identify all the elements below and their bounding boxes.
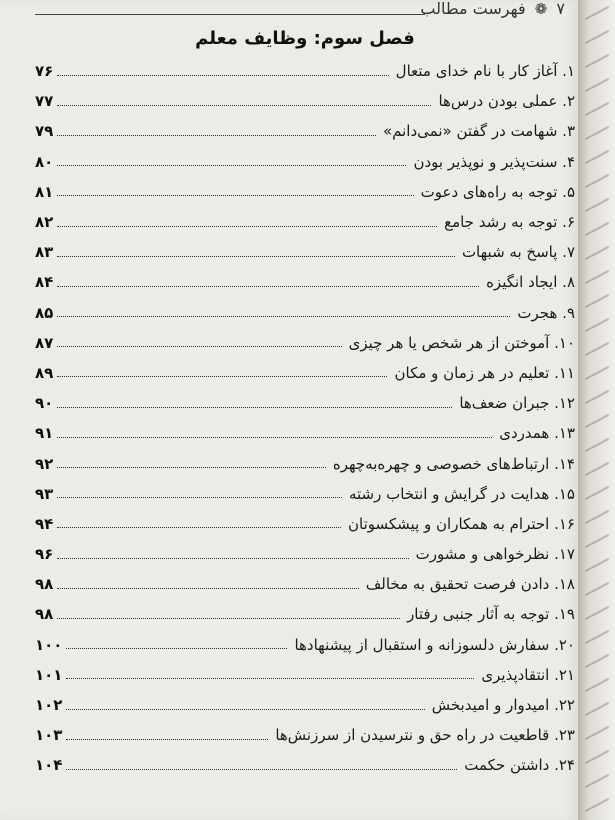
toc-entry <box>35 147 575 177</box>
page-edge-mark <box>585 654 609 668</box>
toc-entry-title: ۵. توجه به راه‌های دعوت <box>420 182 575 201</box>
page-edge-mark <box>585 390 609 404</box>
toc-entry-page: ۹۴ <box>35 514 54 533</box>
toc-entry <box>35 328 575 358</box>
toc-entry-title: ۲. عملی بودن درس‌ها <box>438 92 575 111</box>
page-edge-mark <box>585 438 609 452</box>
page-edge-mark <box>585 702 609 716</box>
dot-leader <box>57 618 400 619</box>
toc-entry <box>35 207 575 237</box>
toc-entry <box>35 690 575 720</box>
toc-entry-page: ۸۷ <box>35 333 54 352</box>
toc-entry-page: ۱۰۲ <box>35 696 63 715</box>
dot-leader <box>57 497 342 498</box>
toc-entry-title: ۱۸. دادن فرصت تحقیق به مخالف <box>365 575 575 594</box>
toc-entry-title: ۱۱. تعلیم در هر زمان و مکان <box>394 363 575 382</box>
dot-leader <box>57 588 358 589</box>
toc-entry-page: ۹۶ <box>35 545 54 564</box>
toc-entry <box>35 388 575 418</box>
dot-leader <box>57 226 437 227</box>
toc-entry-title: ۱۴. ارتباط‌های خصوصی و چهره‌به‌چهره <box>332 454 575 473</box>
page-edge-mark <box>585 318 609 332</box>
toc-entry <box>35 569 575 599</box>
toc-entry-page: ۷۷ <box>35 92 54 111</box>
toc-entry-title: ۴. سنت‌پذیر و نوپذیر بودن <box>413 152 575 171</box>
toc-entry-title: ۱۰. آموختن از هر شخص یا هر چیزی <box>348 333 575 352</box>
page-edge-mark <box>585 126 609 140</box>
page-edge-mark <box>585 78 609 92</box>
toc-entry-page: ۷۶ <box>35 62 54 81</box>
page-edge-mark <box>585 30 609 44</box>
dot-leader <box>57 437 492 438</box>
page-edge <box>578 0 615 820</box>
toc-entry-page: ۹۰ <box>35 394 54 413</box>
toc-entry-page: ۸۹ <box>35 363 54 382</box>
toc-entry <box>35 116 575 146</box>
header-rule <box>35 14 425 15</box>
page-edge-mark <box>585 606 609 620</box>
page-edge-mark <box>585 630 609 644</box>
header-page-number: ۷ <box>556 0 565 18</box>
toc-entry-title: ۳. شهامت در گفتن «نمی‌دانم» <box>382 122 575 141</box>
header-title: فهرست مطالب <box>420 0 526 18</box>
toc-list <box>35 56 575 781</box>
toc-entry-title: ۱۳. همدردی <box>499 424 575 443</box>
dot-leader <box>57 105 431 106</box>
dot-leader <box>66 769 457 770</box>
toc-entry-title: ۱۶. احترام به همکاران و پیشکسوتان <box>347 514 575 533</box>
page-edge-mark <box>585 726 609 740</box>
toc-entry-page: ۹۸ <box>35 575 54 594</box>
toc-entry-title: ۲۴. داشتن حکمت <box>464 756 575 775</box>
dot-leader <box>57 407 452 408</box>
toc-entry-title: ۱۹. توجه به آثار جنبی رفتار <box>407 605 575 624</box>
header-text <box>420 0 565 18</box>
toc-entry-title: ۲۳. قاطعیت در راه حق و نترسیدن از سرزنش‌ها <box>275 726 575 745</box>
page-edge-mark <box>585 510 609 524</box>
dot-leader <box>57 316 510 317</box>
page-edge-mark <box>585 294 609 308</box>
page-edge-mark <box>585 582 609 596</box>
toc-entry-page: ۹۸ <box>35 605 54 624</box>
toc-entry-title: ۱۵. هدایت در گرایش و انتخاب رشته <box>348 484 575 503</box>
flower-ornament-icon: ❁ <box>534 0 548 18</box>
running-header <box>35 0 575 26</box>
toc-entry <box>35 479 575 509</box>
page-edge-mark <box>585 414 609 428</box>
toc-entry <box>35 539 575 569</box>
dot-leader <box>66 709 424 710</box>
toc-entry-title: ۱. آغاز کار با نام خدای متعال <box>395 62 575 81</box>
toc-entry-title: ۸. ایجاد انگیزه <box>486 273 575 292</box>
toc-entry-page: ۹۲ <box>35 454 54 473</box>
page-edge-mark <box>585 198 609 212</box>
dot-leader <box>57 135 376 136</box>
toc-entry-page: ۱۰۳ <box>35 726 63 745</box>
toc-entry-title: ۱۲. جبران ضعف‌ها <box>459 394 575 413</box>
toc-entry <box>35 358 575 388</box>
toc-entry-page: ۷۹ <box>35 122 54 141</box>
page-edge-mark <box>585 54 609 68</box>
toc-entry-page: ۹۱ <box>35 424 54 443</box>
toc-entry-title: ۲۰. سفارش دلسوزانه و استقبال از پیشنهادها <box>294 635 575 654</box>
page-edge-mark <box>585 486 609 500</box>
page-edge-mark <box>585 246 609 260</box>
page-edge-mark <box>585 6 609 20</box>
toc-entry-page: ۸۲ <box>35 213 54 232</box>
toc-entry-title: ۲۲. امیدوار و امیدبخش <box>431 696 575 715</box>
page-edge-mark <box>585 342 609 356</box>
toc-entry <box>35 599 575 629</box>
page-edge-mark <box>585 462 609 476</box>
toc-entry <box>35 237 575 267</box>
toc-entry-page: ۸۵ <box>35 303 54 322</box>
page-edge-mark <box>585 534 609 548</box>
toc-entry-title: ۲۱. انتقادپذیری <box>481 665 575 684</box>
dot-leader <box>57 75 388 76</box>
dot-leader <box>57 467 326 468</box>
toc-entry-page: ۹۳ <box>35 484 54 503</box>
page-edge-mark <box>585 150 609 164</box>
page-edge-mark <box>585 798 609 812</box>
page-edge-mark <box>585 270 609 284</box>
dot-leader <box>66 648 287 649</box>
toc-entry <box>35 448 575 478</box>
dot-leader <box>57 256 455 257</box>
dot-leader <box>66 678 474 679</box>
toc-entry-page: ۸۱ <box>35 182 54 201</box>
dot-leader <box>57 195 413 196</box>
toc-entry-title: ۱۷. نظرخواهی و مشورت <box>415 545 575 564</box>
toc-entry <box>35 660 575 690</box>
toc-entry-page: ۸۴ <box>35 273 54 292</box>
toc-entry <box>35 418 575 448</box>
page-edge-mark <box>585 222 609 236</box>
toc-entry-page: ۱۰۱ <box>35 665 63 684</box>
dot-leader <box>57 376 387 377</box>
dot-leader <box>57 558 408 559</box>
page-edge-mark <box>585 102 609 116</box>
toc-entry-title: ۷. پاسخ به شبهات <box>461 243 575 262</box>
toc-entry <box>35 56 575 86</box>
page-edge-mark <box>585 174 609 188</box>
page-edge-mark <box>585 558 609 572</box>
dot-leader <box>57 527 341 528</box>
page-edge-mark <box>585 366 609 380</box>
toc-entry-title: ۹. هجرت <box>517 303 575 322</box>
toc-entry <box>35 177 575 207</box>
dot-leader <box>57 346 341 347</box>
page-edge-mark <box>585 750 609 764</box>
toc-entry-page: ۱۰۰ <box>35 635 63 654</box>
dot-leader <box>66 739 268 740</box>
toc-entry-page: ۸۳ <box>35 243 54 262</box>
toc-entry <box>35 86 575 116</box>
toc-entry-page: ۸۰ <box>35 152 54 171</box>
toc-entry <box>35 720 575 750</box>
page-edge-mark <box>585 678 609 692</box>
toc-entry-title: ۶. توجه به رشد جامع <box>444 213 575 232</box>
toc-entry <box>35 750 575 780</box>
toc-entry <box>35 298 575 328</box>
toc-entry <box>35 509 575 539</box>
chapter-title: فصل سوم: وظایف معلم <box>195 28 415 49</box>
toc-entry <box>35 267 575 297</box>
dot-leader <box>57 165 406 166</box>
dot-leader <box>57 286 479 287</box>
toc-entry-page: ۱۰۴ <box>35 756 63 775</box>
toc-entry <box>35 630 575 660</box>
page-edge-mark <box>585 774 609 788</box>
